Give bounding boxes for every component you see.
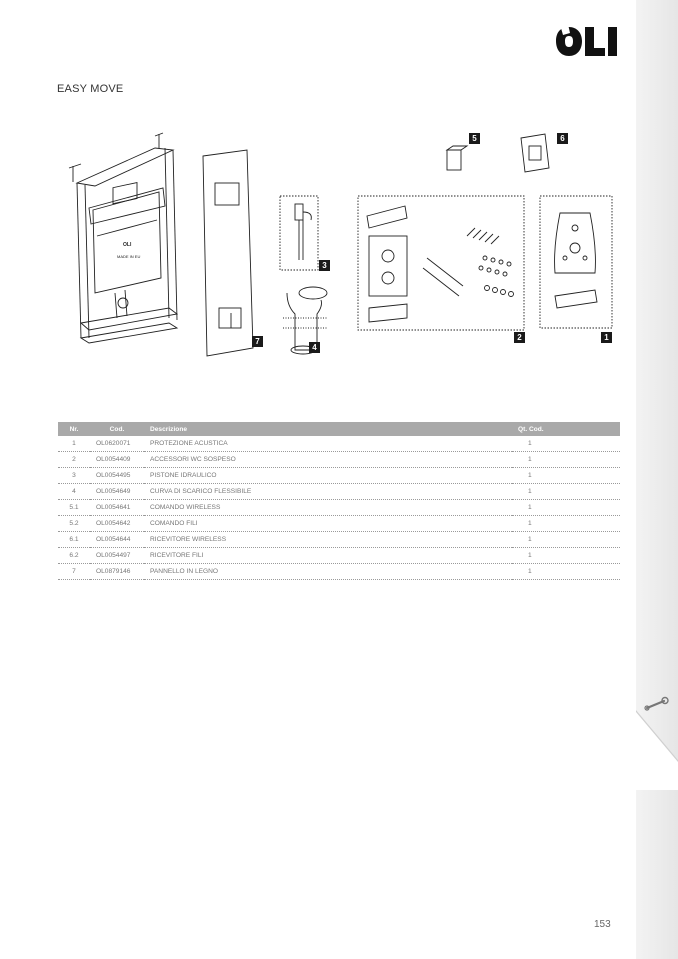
cell-desc: ACCESSORI WC SOSPESO: [144, 452, 512, 468]
cell-desc: CURVA DI SCARICO FLESSIBILE: [144, 484, 512, 500]
table-row: [58, 516, 620, 532]
table-row: [58, 484, 620, 500]
callout-5: 5: [469, 133, 480, 144]
cell-qt: 1: [512, 548, 620, 564]
page-fold-corner: [636, 700, 678, 790]
product-exploded-drawing: [55, 128, 625, 368]
cell-nr: 2: [58, 452, 90, 468]
cell-qt: 1: [512, 564, 620, 580]
cell-cod: OL0054409: [90, 452, 144, 468]
callout-4: 4: [309, 342, 320, 353]
installation-frame: [69, 133, 177, 343]
cell-desc: COMANDO FILI: [144, 516, 512, 532]
cell-desc: RICEVITORE FILI: [144, 548, 512, 564]
cell-qt: 1: [512, 532, 620, 548]
cell-cod: OL0879146: [90, 564, 144, 580]
cell-nr: 4: [58, 484, 90, 500]
cell-nr: 3: [58, 468, 90, 484]
header-cod: Cod.: [90, 422, 144, 436]
header-qt: Qt. Cod.: [512, 422, 620, 436]
cell-desc: COMANDO WIRELESS: [144, 500, 512, 516]
page-number: 153: [594, 919, 611, 930]
cell-cod: OL0054649: [90, 484, 144, 500]
table-header-row: [58, 422, 620, 436]
header-nr: Nr.: [58, 422, 90, 436]
hydraulic-piston-box: [280, 196, 318, 270]
cell-cod: OL0054641: [90, 500, 144, 516]
cell-qt: 1: [512, 452, 620, 468]
frame-label-logo: OLI: [123, 242, 132, 248]
flush-command: [447, 146, 467, 170]
cell-nr: 5.2: [58, 516, 90, 532]
header-desc: Descrizione: [144, 422, 512, 436]
cell-qt: 1: [512, 436, 620, 452]
cell-nr: 7: [58, 564, 90, 580]
cell-desc: RICEVITORE WIRELESS: [144, 532, 512, 548]
cell-desc: PANNELLO IN LEGNO: [144, 564, 512, 580]
callout-1: 1: [601, 332, 612, 343]
cell-qt: 1: [512, 516, 620, 532]
cell-cod: OL0054495: [90, 468, 144, 484]
page-title: EASY MOVE: [57, 83, 124, 95]
table-row: [58, 452, 620, 468]
acoustic-protection-box: [540, 196, 612, 328]
table-row: [58, 532, 620, 548]
cell-cod: OL0054497: [90, 548, 144, 564]
callout-3: 3: [319, 260, 330, 271]
cell-cod: OL0054642: [90, 516, 144, 532]
cell-cod: OL0054644: [90, 532, 144, 548]
cell-nr: 6.2: [58, 548, 90, 564]
callout-6: 6: [557, 133, 568, 144]
table-row: [58, 436, 620, 452]
frame-label-text: MADE IN EU: [117, 254, 141, 259]
table-row: [58, 564, 620, 580]
wooden-panel: [203, 150, 253, 356]
cell-nr: 1: [58, 436, 90, 452]
table-row: [58, 548, 620, 564]
cell-desc: PISTONE IDRAULICO: [144, 468, 512, 484]
table-row: [58, 468, 620, 484]
brand-logo: [556, 24, 620, 58]
parts-table: [58, 422, 620, 580]
cell-nr: 5.1: [58, 500, 90, 516]
cell-qt: 1: [512, 500, 620, 516]
page-edge-tab: [636, 0, 678, 959]
cell-desc: PROTEZIONE ACUSTICA: [144, 436, 512, 452]
callout-2: 2: [514, 332, 525, 343]
cell-cod: OL0620071: [90, 436, 144, 452]
flexible-drain-bend: [283, 287, 327, 354]
callout-7: 7: [252, 336, 263, 347]
flush-receiver: [521, 134, 549, 172]
cell-qt: 1: [512, 484, 620, 500]
table-row: [58, 500, 620, 516]
wc-accessories-box: [358, 196, 524, 330]
wrench-icon: [644, 696, 670, 712]
cell-nr: 6.1: [58, 532, 90, 548]
cell-qt: 1: [512, 468, 620, 484]
